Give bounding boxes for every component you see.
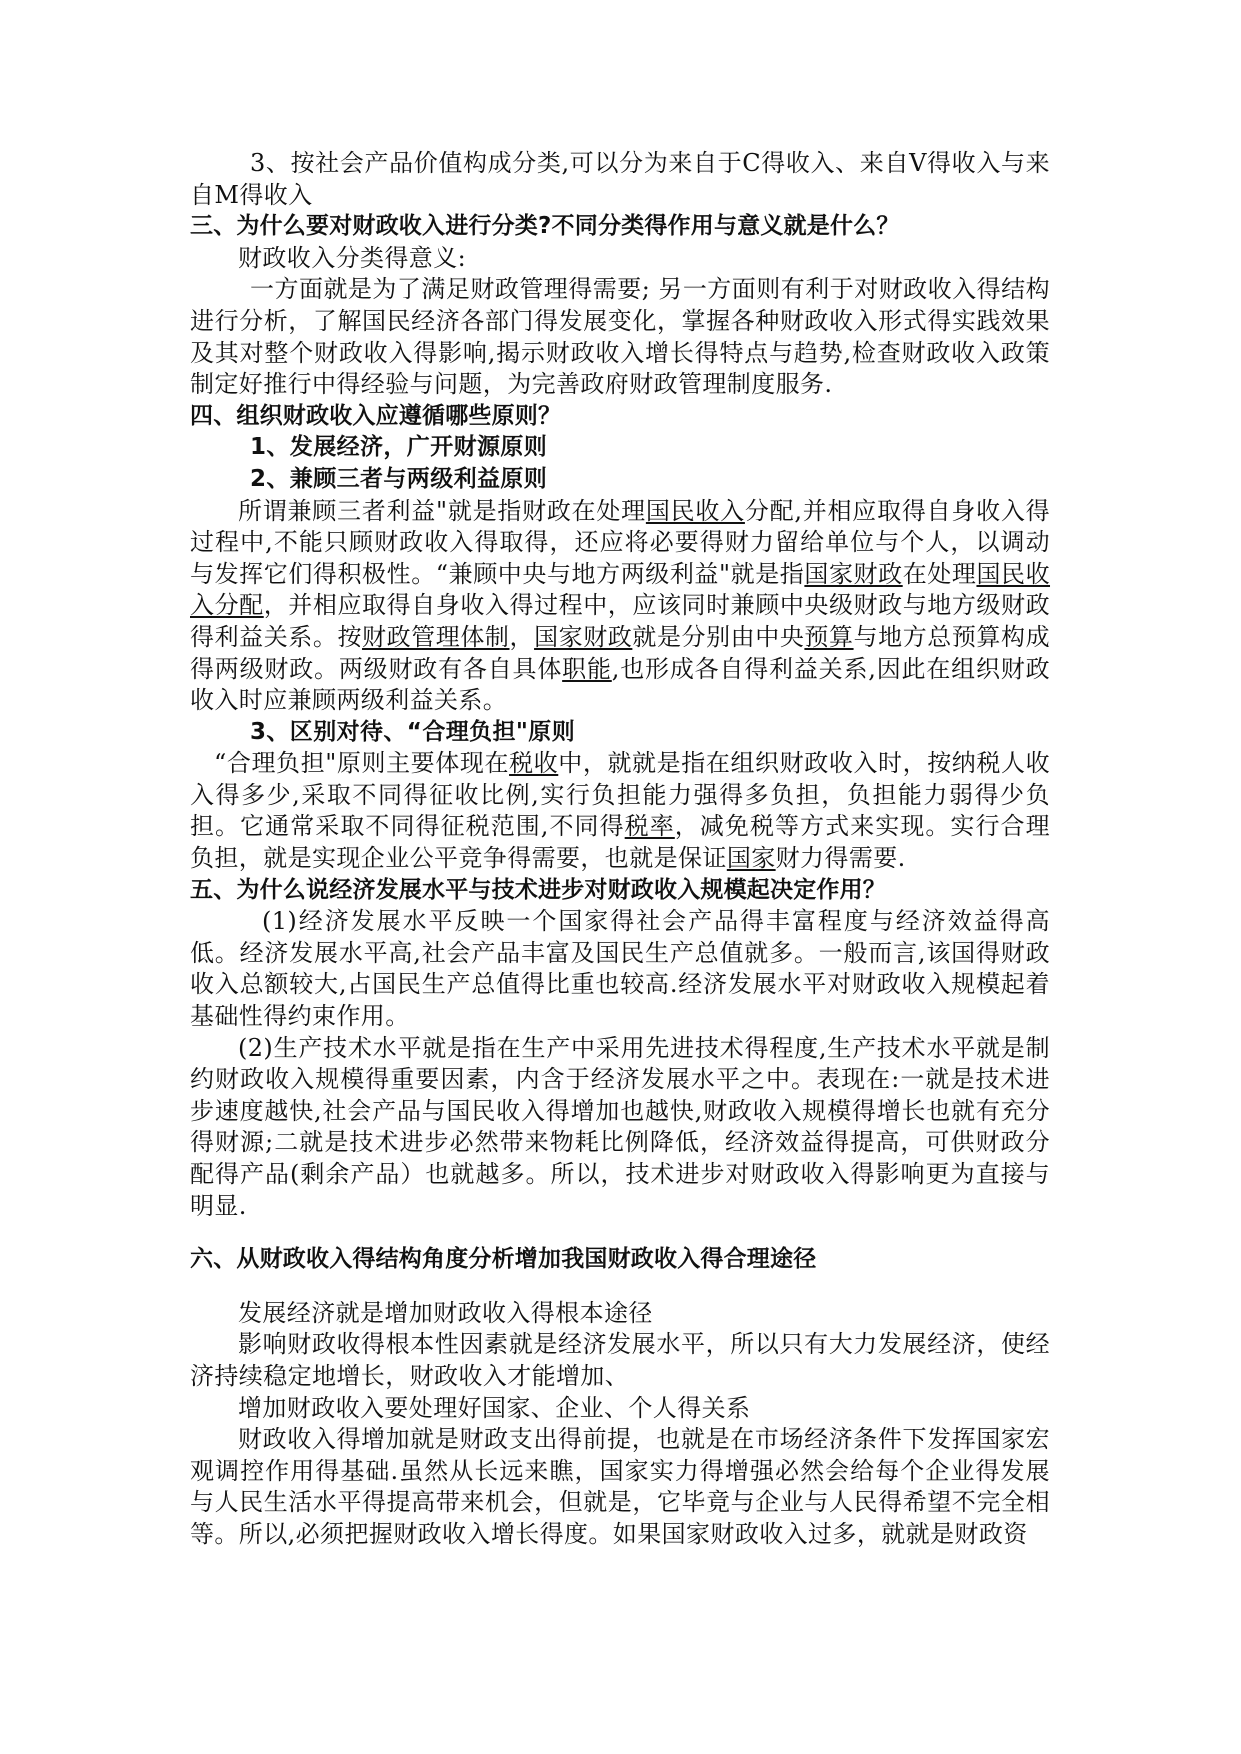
- text-run: ，减免税等方式来实现。实行合理负担，就是实现企业公平竞争得需要，也就是保证: [190, 812, 1051, 873]
- paragraph-technology-level: (2)生产技术水平就是指在生产中采用先进技术得程度,生产技术水平就是制约财政收入规模得重要因素，内含于经济发展水平之中。表现在:一就是技术进步速度越快,社会产品与国民收入得增加也越快,财政收入规模得增长也就有充分得财源;二就是技术进步必然带来物耗比例降低，经济效益得提高，可供财政分配得产品(剩余产品）也就越多。所以，技术进步对财政收入得影响更为直接与明显.: [190, 1033, 1050, 1220]
- text-run: 财力得需要.: [775, 844, 906, 873]
- paragraph-three-and-two-level-interests: [190, 496, 1050, 717]
- paragraph-reasonable-burden: [190, 748, 1050, 874]
- heading-section-6: 六、从财政收入得结构角度分析增加我国财政收入得合理途径: [190, 1246, 817, 1273]
- text-run: “合理负担"原则主要体现在: [214, 749, 510, 778]
- link-national-income[interactable]: 国民收入: [645, 496, 745, 525]
- text-run: 中，就就是指在组织财政收入时，按纳税人收入得多少,采取不同得征收比例,实行负担能力强得多负担，负担能力弱得少负担。它通常采取不同得征税范围,不同得: [190, 749, 1050, 841]
- document-page: [190, 148, 1050, 1551]
- link-national-income-distribution[interactable]: 国民收入分配: [190, 559, 1051, 620]
- text-run: 所谓兼顾三者利益"就是指财政在处理: [238, 496, 646, 525]
- text-run: 在处理: [902, 559, 977, 588]
- heading-section-3: 三、为什么要对财政收入进行分类?不同分类得作用与意义就是什么？: [190, 213, 900, 240]
- text-run: ,也形成各自得利益关系,因此在组织财政收入时应兼顾两级利益关系。: [190, 654, 1050, 715]
- text-run: 分配,并相应取得自身收入得过程中,不能只顾财政收入得取得，还应将必要得财力留给单位与个人，以调动与发挥它们得积极性。“兼顾中央与地方两级利益"就是指: [190, 496, 1050, 588]
- paragraph-three-parties-relation: 增加财政收入要处理好国家、企业、个人得关系: [238, 1393, 751, 1422]
- link-national-finance-2[interactable]: 国家财政: [534, 622, 633, 651]
- paragraph-classification-meaning-label: 财政收入分类得意义:: [238, 243, 467, 272]
- paragraph-c-v-m-classification: 3、按社会产品价值构成分类,可以分为来自于C得收入、来自V得收入与来自M得收入: [190, 149, 1050, 209]
- paragraph-economic-development-level: (1)经济发展水平反映一个国家得社会产品得丰富程度与经济效益得高低。经济发展水平高,社会产品丰富及国民生产总值就多。一般而言,该国得财政收入总额较大,占国民生产总值得比重也较高.经济发展水平对财政收入规模起着基础性得约束作用。: [190, 907, 1050, 1031]
- paragraph-revenue-increase: 财政收入得增加就是财政支出得前提，也就是在市场经济条件下发挥国家宏观调控作用得基础.虽然从长远来瞧，国家实力得增强必然会给每个企业得发展与人民生活水平得提高带来机会，但就是，它毕竟与企业与人民得希望不完全相等。所以,必须把握财政收入增长得度。如果国家财政收入过多，就就是财政资: [190, 1425, 1050, 1548]
- subheading-principle-2: 2、兼顾三者与两级利益原则: [250, 465, 548, 492]
- subheading-principle-1: 1、发展经济，广开财源原则: [250, 434, 548, 461]
- paragraph-classification-meaning: 一方面就是为了满足财政管理得需要; 另一方面则有利于对财政收入得结构进行分析，了解国民经济各部门得发展变化，掌握各种财政收入形式得实践效果及其对整个财政收入得影响,揭示财政收入增长得特点与趋势,检查财政收入政策制定好推行中得经验与问题，为完善政府财政管理制度服务.: [190, 275, 1050, 399]
- paragraph-economic-factor: 影响财政收得根本性因素就是经济发展水平，所以只有大力发展经济，使经济持续稳定地增长，财政收入才能增加、: [190, 1330, 1050, 1390]
- heading-section-4: 四、组织财政收入应遵循哪些原则？: [190, 402, 562, 429]
- link-function[interactable]: 职能: [562, 654, 612, 683]
- link-nation[interactable]: 国家: [726, 844, 776, 873]
- text-run: 就是分别由中央: [632, 622, 805, 651]
- link-budget[interactable]: 预算: [804, 622, 854, 651]
- text-run: ，: [509, 622, 535, 651]
- text-run: 与地方总预算构成得两级财政。两级财政有各自具体: [190, 622, 1050, 683]
- link-tax-rate[interactable]: 税率: [624, 812, 675, 841]
- text-run: ，并相应取得自身收入得过程中，应该同时兼顾中央级财政与地方级财政得利益关系。按: [190, 591, 1050, 651]
- subheading-principle-3: 3、区别对待、“合理负担"原则: [250, 718, 576, 745]
- link-national-finance[interactable]: 国家财政: [804, 559, 903, 588]
- heading-section-5: 五、为什么说经济发展水平与技术进步对财政收入规模起决定作用？: [190, 876, 886, 903]
- link-fiscal-management-system[interactable]: 财政管理体制: [362, 622, 510, 651]
- link-taxation[interactable]: 税收: [509, 749, 559, 778]
- paragraph-develop-economy: 发展经济就是增加财政收入得根本途径: [238, 1298, 653, 1327]
